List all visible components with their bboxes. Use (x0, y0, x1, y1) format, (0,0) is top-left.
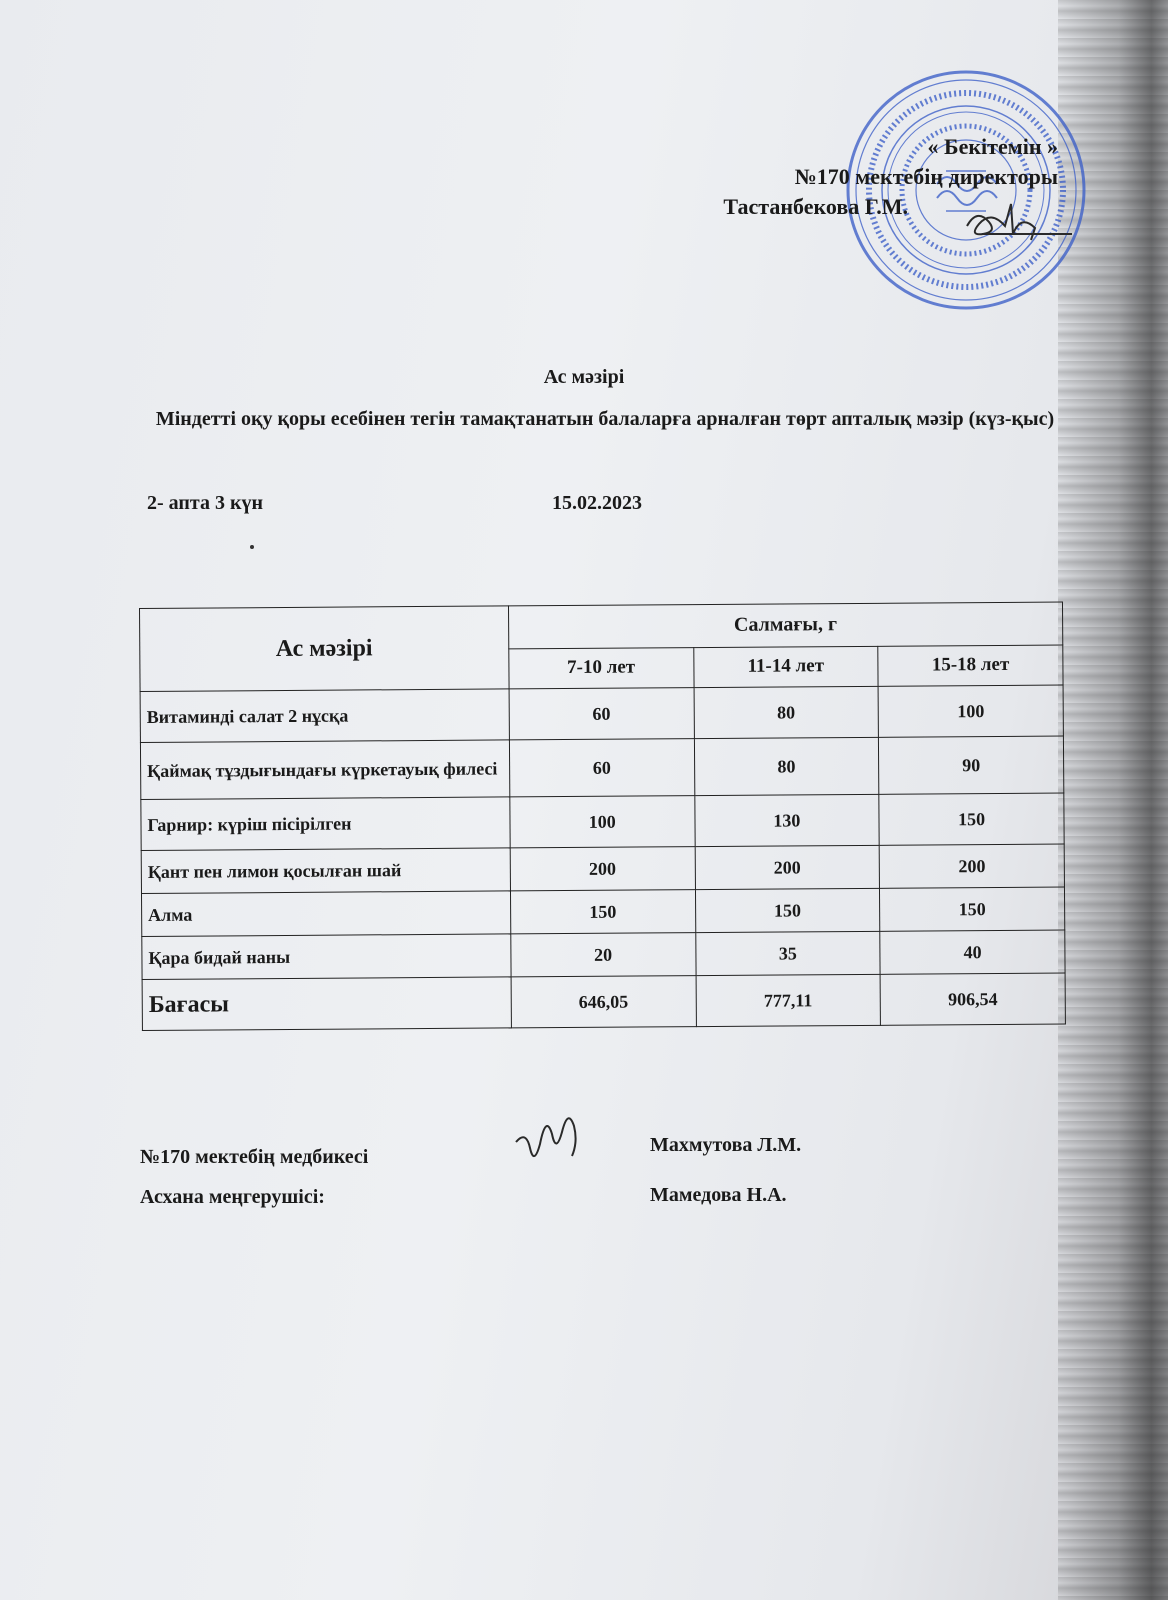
weight-value: 35 (695, 931, 880, 975)
week-day-label: 2- апта 3 күн (147, 492, 264, 514)
table-row (142, 930, 1065, 979)
dish-name: Қант пен лимон қосылған шай (141, 848, 510, 894)
weight-value: 150 (695, 888, 880, 932)
menu-table (139, 602, 1066, 1031)
table-row (140, 685, 1063, 742)
table-row (140, 736, 1063, 799)
nurse-label: №170 мектебің медбикесі (140, 1146, 369, 1168)
price-value: 777,11 (696, 974, 881, 1026)
weight-value: 150 (880, 887, 1065, 931)
canteen-manager-label: Асхана меңгерушісі: (140, 1186, 325, 1208)
nurse-signature (512, 1108, 592, 1178)
weight-value: 80 (694, 686, 879, 738)
approval-position: №170 мектебің директоры (794, 164, 1058, 189)
menu-subtitle: Міндетті оқу қоры есебінен тегін тамақтанатын балаларға арналған төрт апталық мәзір (күз-қыс) (155, 408, 1055, 430)
weight-value: 20 (511, 933, 696, 977)
dish-name: Қаймақ тұздығындағы күркетауық филесі (140, 740, 509, 800)
menu-table-wrapper (139, 602, 1066, 1031)
price-value: 906,54 (880, 973, 1065, 1025)
table-row (141, 844, 1064, 893)
weight-value: 90 (879, 736, 1064, 794)
dish-name: Гарнир: күріш пісірілген (141, 797, 510, 851)
table-row (141, 793, 1064, 850)
menu-date: 15.02.2023 (552, 492, 642, 514)
page-title: Ас мәзірі (543, 366, 625, 388)
weight-value: 200 (510, 847, 695, 891)
weight-value: 130 (694, 794, 879, 846)
dish-name: Витаминді салат 2 нұсқа (140, 689, 509, 743)
weight-value: 100 (510, 796, 695, 848)
weight-value: 60 (509, 688, 694, 740)
weight-value: 150 (510, 890, 695, 934)
weight-value: 80 (694, 737, 879, 795)
weight-value: 200 (879, 844, 1064, 888)
approval-heading: « Бекітемін » (927, 134, 1058, 159)
price-value: 646,05 (511, 976, 696, 1028)
dish-name: Алма (141, 891, 510, 937)
weight-value: 60 (509, 739, 694, 797)
canteen-manager-name: Мамедова Н.А. (650, 1184, 787, 1206)
table-row (141, 887, 1064, 936)
age-header-7-10: 7-10 лет (509, 647, 694, 689)
weight-value: 200 (695, 845, 880, 889)
weight-value: 100 (878, 685, 1063, 737)
age-header-11-14: 11-14 лет (693, 646, 878, 688)
weight-value: 150 (879, 793, 1064, 845)
dish-name: Қара бидай наны (142, 934, 511, 980)
price-label: Бағасы (142, 977, 511, 1031)
weight-value: 40 (880, 930, 1065, 974)
nurse-name: Махмутова Л.М. (650, 1134, 802, 1156)
approval-director-name: Тастанбекова Г.М. (723, 194, 908, 219)
menu-column-header: Ас мәзірі (140, 606, 509, 692)
age-header-15-18: 15-18 лет (878, 645, 1063, 687)
price-row (142, 973, 1065, 1030)
weight-column-header: Салмағы, г (508, 602, 1062, 648)
director-signature (962, 196, 1082, 246)
speck-mark (250, 545, 254, 549)
